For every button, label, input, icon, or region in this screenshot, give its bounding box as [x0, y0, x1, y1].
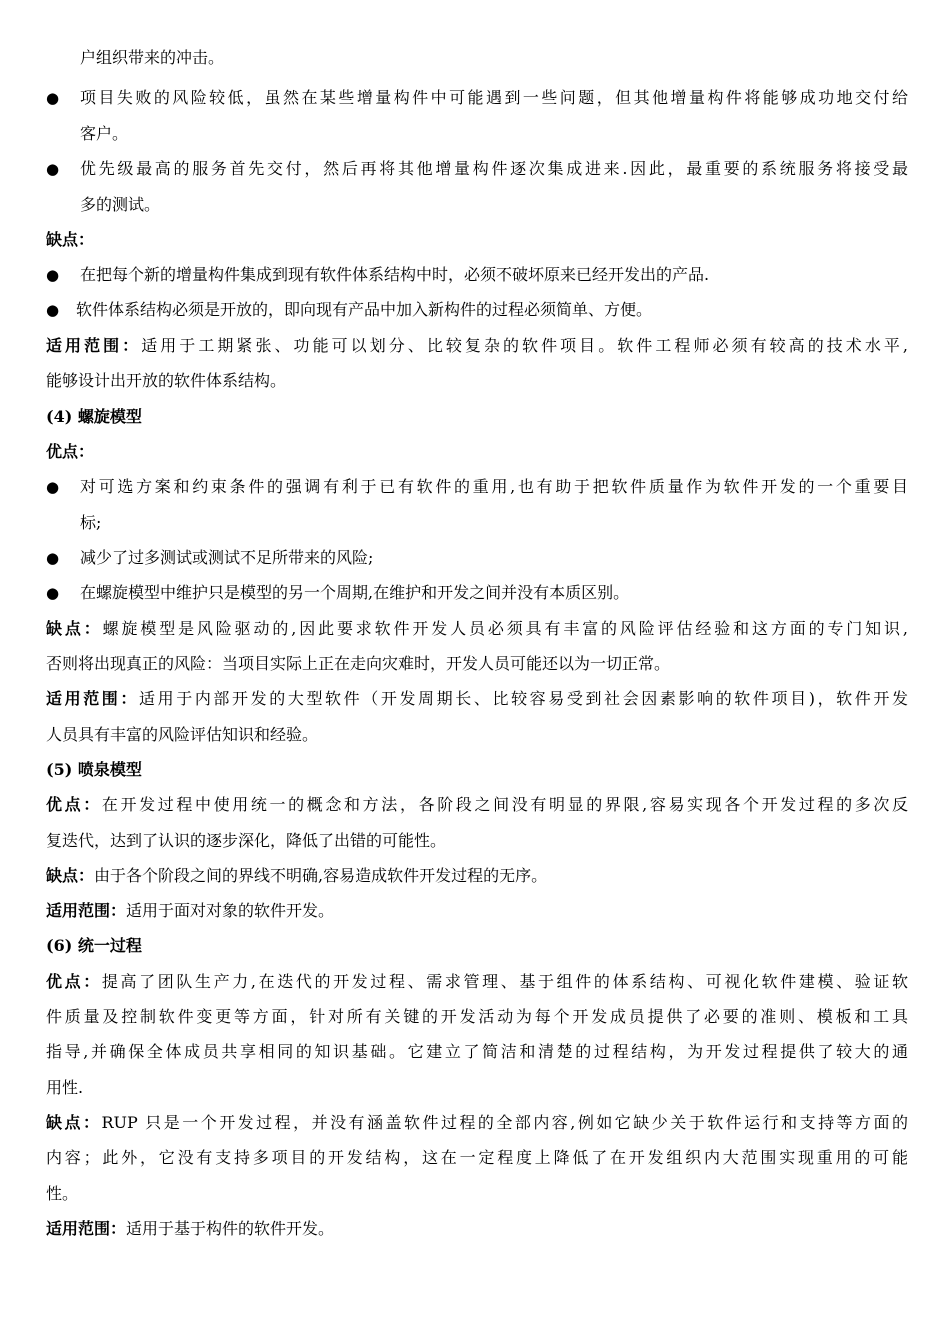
label-cons: 缺点：	[46, 1113, 102, 1132]
section-label-pros: 优点：	[46, 442, 95, 461]
label-scope: 适用范围：	[46, 689, 140, 708]
text-line: 人员具有丰富的风险评估知识和经验。	[46, 725, 319, 744]
bullet: ●	[46, 301, 60, 319]
label-cons: 缺点：	[46, 866, 95, 885]
bullet: ●	[46, 160, 60, 178]
bullet: ●	[46, 584, 60, 602]
bullet-item: 在螺旋模型中维护只是模型的另一个周期,在维护和开发之间并没有本质区别。	[80, 583, 630, 602]
paragraph-cons	[46, 865, 908, 887]
scope-text: 适用于工期紧张、功能可以划分、比较复杂的软件项目。软件工程师必须有较高的技术水平,	[141, 336, 908, 355]
bullet-item: 在把每个新的增量构件集成到现有软件体系结构中时，必须不破坏原来已经开发出的产品.	[80, 265, 710, 284]
bullet-item: 对可选方案和约束条件的强调有利于已有软件的重用,也有助于把软件质量作为软件开发的一个重要目	[80, 477, 908, 496]
section-label-cons: 缺点：	[46, 230, 95, 249]
text-line: 用性.	[46, 1078, 84, 1097]
text-line: 否则将出现真正的风险：当项目实际上正在走向灾难时，开发人员可能还以为一切正常。	[46, 654, 671, 673]
text-line: 内容；此外，它没有支持多项目的开发结构，这在一定程度上降低了在开发组织内大范围实现重用的可能	[46, 1148, 908, 1167]
text-line: 客户。	[80, 124, 129, 143]
paragraph-scope	[46, 688, 908, 710]
text-line: 性。	[46, 1184, 79, 1203]
bullet: ●	[46, 266, 60, 284]
cons-text: RUP 只是一个开发过程，并没有涵盖软件过程的全部内容,例如它缺少关于软件运行和支持等方面的	[101, 1113, 908, 1132]
bullet-item: 项目失败的风险较低，虽然在某些增量构件中可能遇到一些问题，但其他增量构件将能够成功地交付给	[80, 88, 908, 107]
cons-text: 螺旋模型是风险驱动的,因此要求软件开发人员必须具有丰富的风险评估经验和这方面的专门知识,	[102, 619, 908, 638]
scope-text: 适用于内部开发的大型软件（开发周期长、比较容易受到社会因素影响的软件项目)，软件开发	[139, 689, 908, 708]
bullet: ●	[46, 478, 60, 496]
pros-text: 提高了团队生产力,在迭代的开发过程、需求管理、基于组件的体系结构、可视化软件建模、验证软	[101, 972, 908, 991]
bullet: ●	[46, 549, 60, 567]
section-heading: (5) 喷泉模型	[46, 760, 142, 779]
pros-text: 在开发过程中使用统一的概念和方法，各阶段之间没有明显的界限,容易实现各个开发过程的多次反	[101, 795, 908, 814]
paragraph-scope	[46, 900, 908, 922]
label-scope: 适用范围：	[46, 1219, 127, 1238]
bullet-item: 减少了过多测试或测试不足所带来的风险;	[80, 548, 374, 567]
text-line: 能够设计出开放的软件体系结构。	[46, 371, 287, 390]
label-scope: 适用范围：	[46, 336, 142, 355]
text-line: 复迭代，达到了认识的逐步深化，降低了出错的可能性。	[46, 831, 447, 850]
paragraph-scope	[46, 335, 908, 357]
paragraph-scope	[46, 1218, 908, 1240]
label-pros: 优点：	[46, 795, 102, 814]
bullet-item: 软件体系结构必须是开放的，即向现有产品中加入新构件的过程必须简单、方便。	[76, 300, 653, 319]
paragraph-cons	[46, 618, 908, 640]
bullet-item: 优先级最高的服务首先交付，然后再将其他增量构件逐次集成进来.因此，最重要的系统服务将接受最	[80, 159, 908, 178]
text-line: 户组织带来的冲击。	[80, 48, 225, 67]
section-heading: (6) 统一过程	[46, 936, 142, 955]
paragraph-pros	[46, 794, 908, 816]
text-line: 指导,并确保全体成员共享相同的知识基础。它建立了简洁和清楚的过程结构，为开发过程提供了较大的通	[46, 1042, 908, 1061]
scope-text: 适用于基于构件的软件开发。	[126, 1219, 335, 1238]
text-line: 标;	[80, 513, 102, 532]
label-scope: 适用范围：	[46, 901, 127, 920]
scope-text: 适用于面对对象的软件开发。	[126, 901, 335, 920]
bullet: ●	[46, 89, 60, 107]
paragraph-pros	[46, 971, 908, 993]
cons-text: 由于各个阶段之间的界线不明确,容易造成软件开发过程的无序。	[94, 866, 548, 885]
paragraph-cons	[46, 1112, 908, 1134]
label-cons: 缺点：	[46, 619, 103, 638]
label-pros: 优点：	[46, 972, 102, 991]
text-line: 件质量及控制软件变更等方面，针对所有关键的开发活动为每个开发成员提供了必要的准则、模板和工具	[46, 1007, 908, 1026]
text-line: 多的测试。	[80, 195, 161, 214]
section-heading: (4) 螺旋模型	[46, 407, 142, 426]
